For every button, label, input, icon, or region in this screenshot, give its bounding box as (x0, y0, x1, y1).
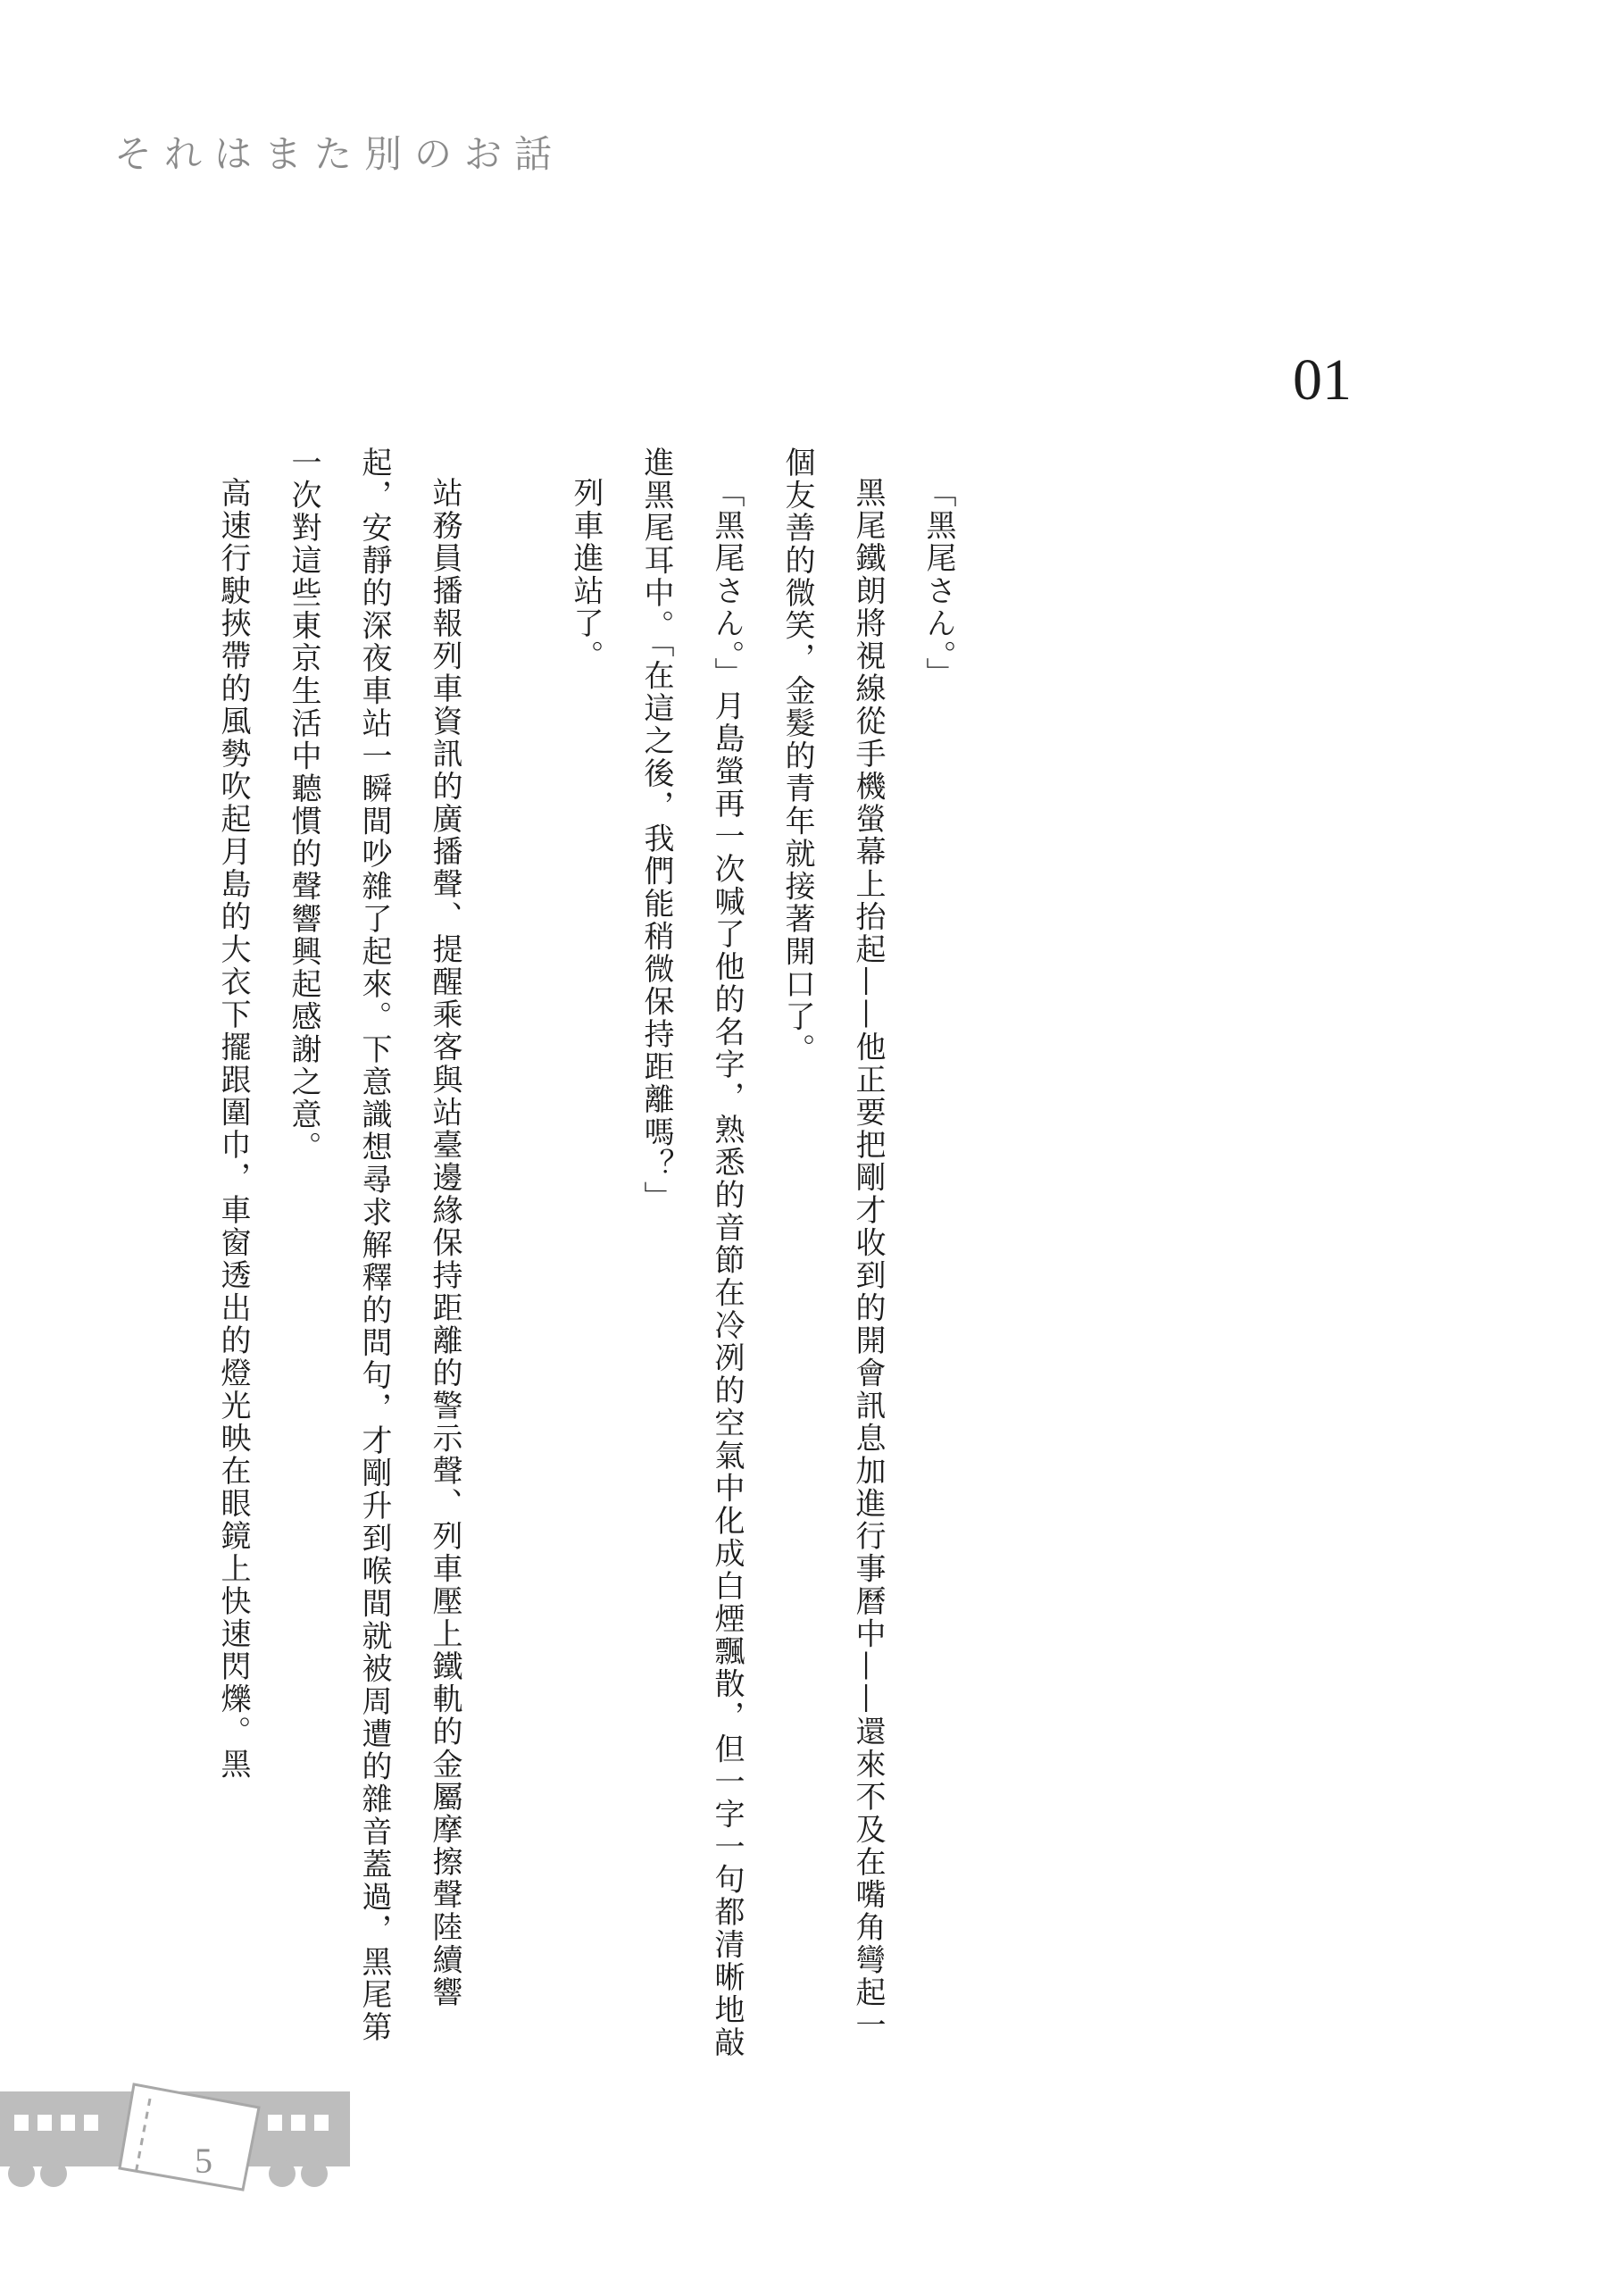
train-ticket-icon (0, 2081, 357, 2197)
paragraph: 站務員播報列車資訊的廣播聲、提醒乘客與站臺邊緣保持距離的警示聲、列車壓上鐵軌的金屬摩擦聲陸續響起，安靜的深夜車站一瞬間吵雜了起來。下意識想尋求解釋的問句，才剛升到喉間就被周遭的雜音蓋過，黑尾第一次對這些東京生活中聽慣的聲響興起感謝之意。 (286, 447, 462, 2044)
paragraph: 「黑尾さん。」 (920, 477, 956, 690)
body-text (215, 447, 973, 2063)
running-head: それはまた別のお話 (114, 132, 565, 176)
page-number: 5 (195, 2141, 212, 2181)
paragraph: 黑尾鐵朗將視線從手機螢幕上抬起——他正要把剛才收到的開會訊息加進行事曆中——還來不及在嘴角彎起一個友善的微笑，金髮的青年就接著開口了。 (779, 447, 886, 2041)
paragraph: 高速行駛挾帶的風勢吹起月島的大衣下擺跟圍巾，車窗透出的燈光映在眼鏡上快速閃爍。黑 (215, 477, 251, 1781)
paragraph: 列車進站了。 (568, 477, 604, 672)
paragraph: 「黑尾さん。」月島螢再一次喊了他的名字，熟悉的音節在冷冽的空氣中化成白煙飄散，但一字一句都清晰地敲進黑尾耳中。「在這之後，我們能稍微保持距離嗎？」 (638, 447, 745, 2059)
chapter-number: 01 (1293, 347, 1352, 413)
